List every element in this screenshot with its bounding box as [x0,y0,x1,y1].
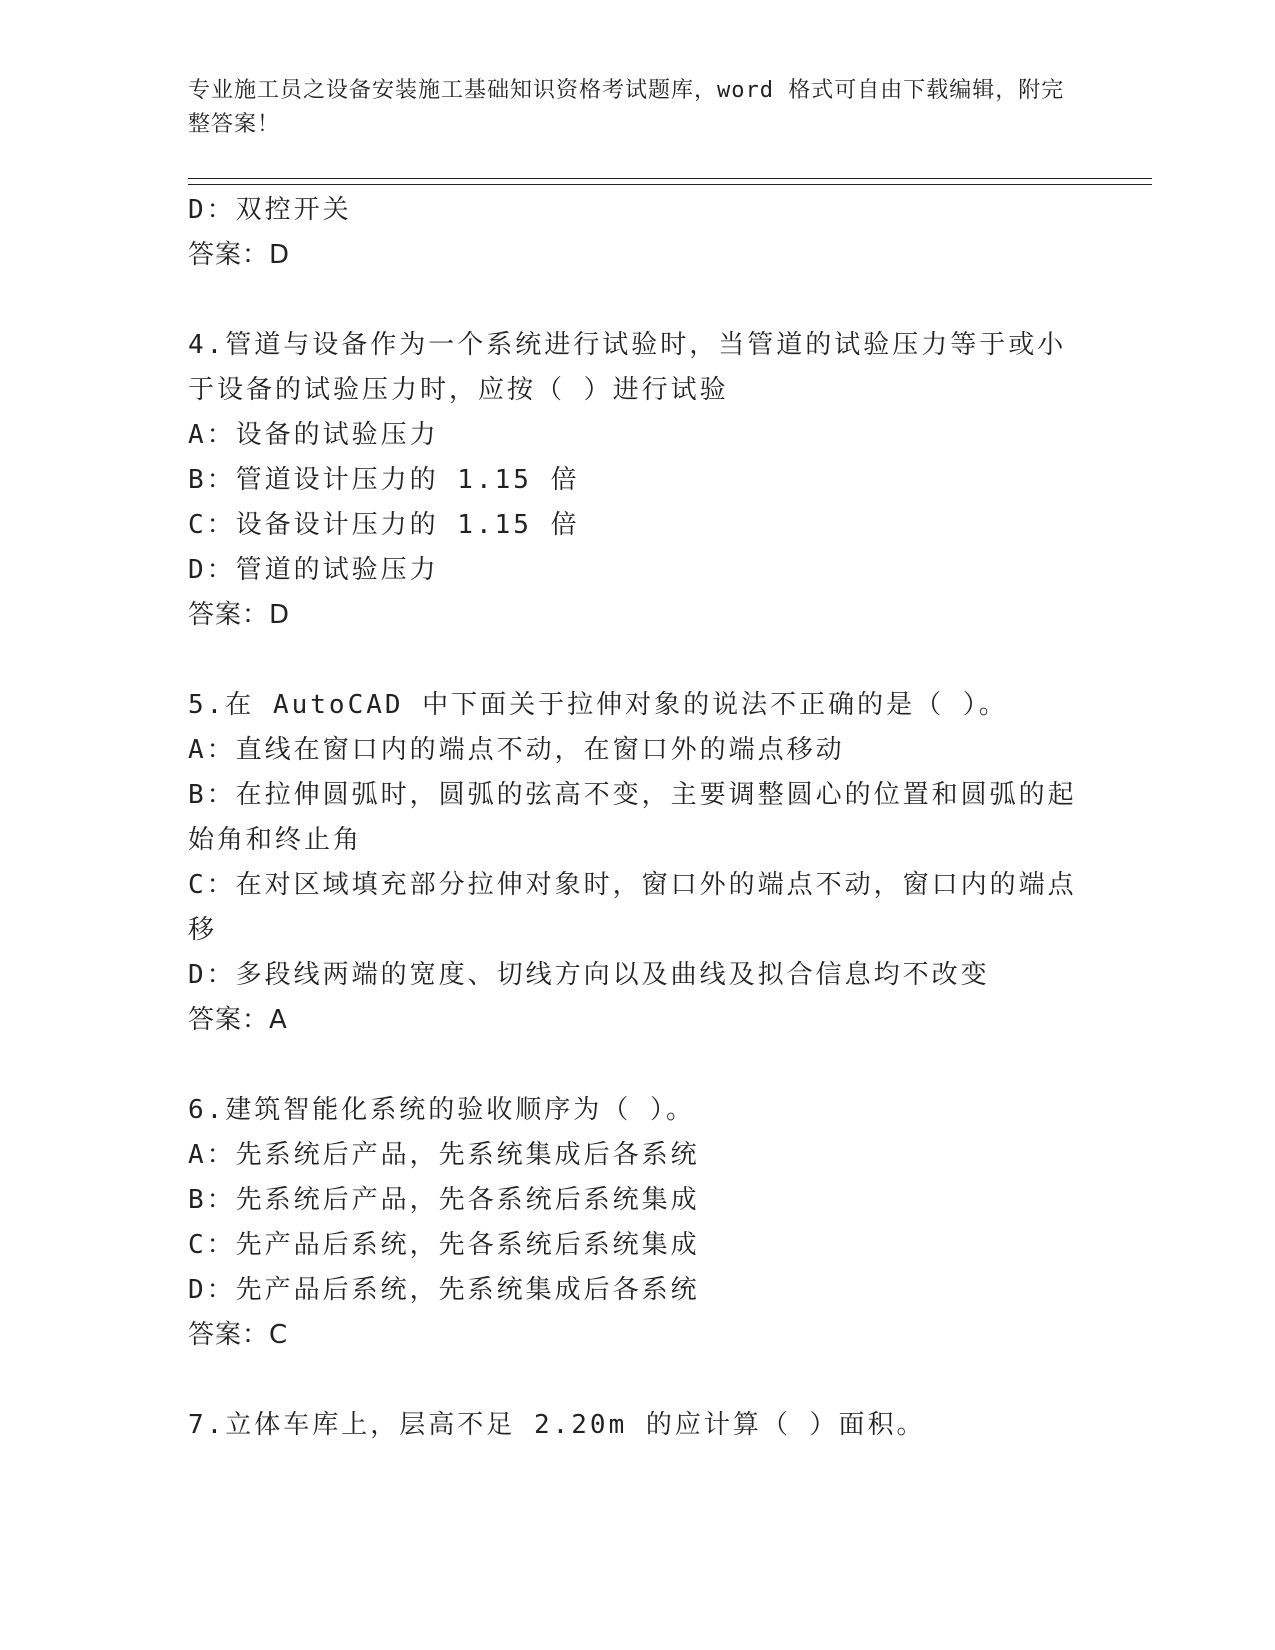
option-c: C：先产品后系统，先各系统后系统集成 [188,1230,700,1260]
question-block-6 [188,1088,1088,1358]
option-d: D：管道的试验压力 [188,555,439,585]
question-text: 4.管道与设备作为一个系统进行试验时，当管道的试验压力等于或小于设备的试验压力时，应按（ ）进行试验 [188,330,1067,405]
header-text: 专业施工员之设备安装施工基础知识资格考试题库，word 格式可自由下载编辑，附完整答案！ [188,78,1065,137]
option-b: B：在拉伸圆弧时，圆弧的弦高不变，主要调整圆心的位置和圆弧的起始角和终止角 [188,780,1077,855]
option-a: A：先系统后产品，先系统集成后各系统 [188,1140,700,1170]
option-d: D：先产品后系统，先系统集成后各系统 [188,1275,700,1305]
answer-line: 答案：C [188,1320,289,1350]
option-d: D：多段线两端的宽度、切线方向以及曲线及拟合信息均不改变 [188,960,990,990]
option-a: A：直线在窗口内的端点不动，在窗口外的端点移动 [188,735,845,765]
option-c: C：在对区域填充部分拉伸对象时，窗口外的端点不动，窗口内的端点移 [188,870,1077,945]
answer-line: 答案：D [188,240,291,270]
answer-line: 答案：A [188,1005,288,1035]
answer-line: 答案：D [188,600,291,630]
question-text: 5.在 AutoCAD 中下面关于拉伸对象的说法不正确的是（ ）。 [188,690,1008,720]
header-divider [188,178,1152,185]
option-c: C：设备设计压力的 1.15 倍 [188,510,580,540]
question-block-3-tail [188,188,1088,278]
question-block-4 [188,323,1088,638]
question-block-5 [188,683,1088,1043]
question-content [188,188,1088,1448]
option-b: B：先系统后产品，先各系统后系统集成 [188,1185,700,1215]
option-b: B：管道设计压力的 1.15 倍 [188,465,580,495]
question-text: 6.建筑智能化系统的验收顺序为（ ）。 [188,1095,695,1125]
option-d: D：双控开关 [188,195,352,225]
option-a: A：设备的试验压力 [188,420,439,450]
question-block-7 [188,1403,1088,1448]
question-text: 7.立体车库上，层高不足 2.20m 的应计算（ ）面积。 [188,1410,926,1440]
page-header [188,74,1068,142]
